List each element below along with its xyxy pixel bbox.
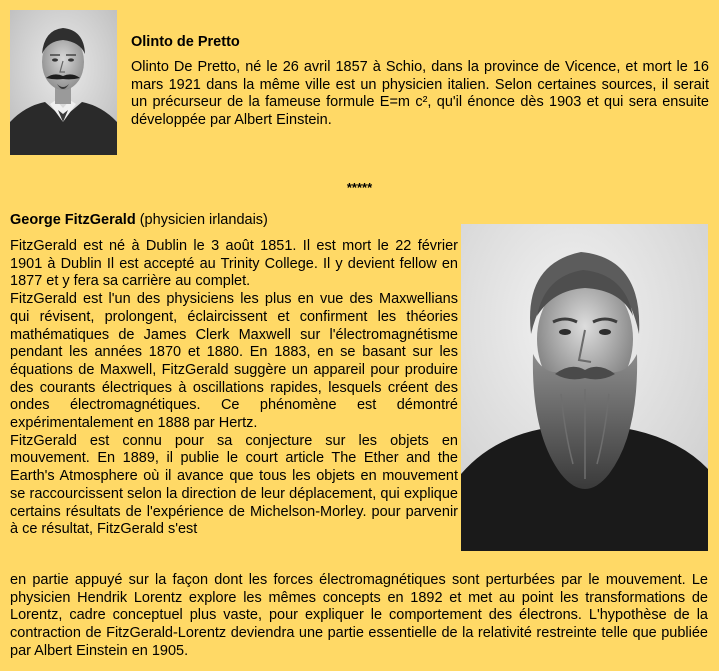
pretto-name: Olinto de Pretto xyxy=(131,34,240,50)
fitzgerald-paragraph-3-bottom: en partie appuyé sur la façon dont les forces électromagnétiques sont perturbées par le mouvement. Le physicien Hendrik Lorentz explore les mêmes concepts en 1892 et met au point les transformations de Lorentz, cadre conceptuel plus vaste, pour expliquer le comportement des électrons. L'hypothèse de la contraction de FitzGerald-Lorentz deviendra une partie essentielle de la relativité restreinte telle que publiée par Albert Einstein en 1905. xyxy=(10,572,708,659)
pretto-bio: Olinto De Pretto, né le 26 avril 1857 à Schio, dans la province de Vicence, et mort le 16 mars 1921 dans la même ville est un physicien italien. Selon certaines sources, il serait un précurseur de la fameuse formule E=m c², qu'il énonce dès 1903 et qui sera ensuite développée par Albert Einstein. xyxy=(131,59,709,129)
fitzgerald-heading xyxy=(10,212,268,228)
fitzgerald-bio-column xyxy=(10,238,458,539)
fitzgerald-name: George FitzGerald xyxy=(10,212,136,228)
fitzgerald-paragraph-3-top: FitzGerald est connu pour sa conjecture sur les objets en mouvement. En 1889, il publie le court article The Ether and the Earth's Atmosphere où il avance que tous les objets en mouvement se raccourcissent selon la direction de leur déplacement, qui explique certains résultats de l'expérience de Michelson-Morley. pour parvenir à ce résultat, FitzGerald s'est xyxy=(10,432,458,538)
fitzgerald-descriptor: (physicien irlandais) xyxy=(135,212,268,228)
pretto-portrait xyxy=(10,10,117,155)
fitzgerald-paragraph-2: FitzGerald est l'un des physiciens les plus en vue des Maxwellians qui révisent, prolongent, éclaircissent et confirment les théories mathématiques de James Clerk Maxwell sur l'électromagnétisme pendant les années 1870 et 1880. En 1883, en se basant sur les équations de Maxwell, FitzGerald suggère un appareil pour produire des courants électriques à oscillations rapides, lesquels créent des ondes électromagnétiques. Ce phénomène est démontré expérimentalement en 1888 par Hertz. xyxy=(10,291,458,432)
fitzgerald-paragraph-1: FitzGerald est né à Dublin le 3 août 1851. Il est mort le 22 février 1901 à Dublin Il est accepté au Trinity College. Il y devient fellow en 1877 et y fera sa carrière au complet. xyxy=(10,238,458,290)
section-separator: ***** xyxy=(346,180,373,195)
fitzgerald-portrait xyxy=(461,224,708,551)
